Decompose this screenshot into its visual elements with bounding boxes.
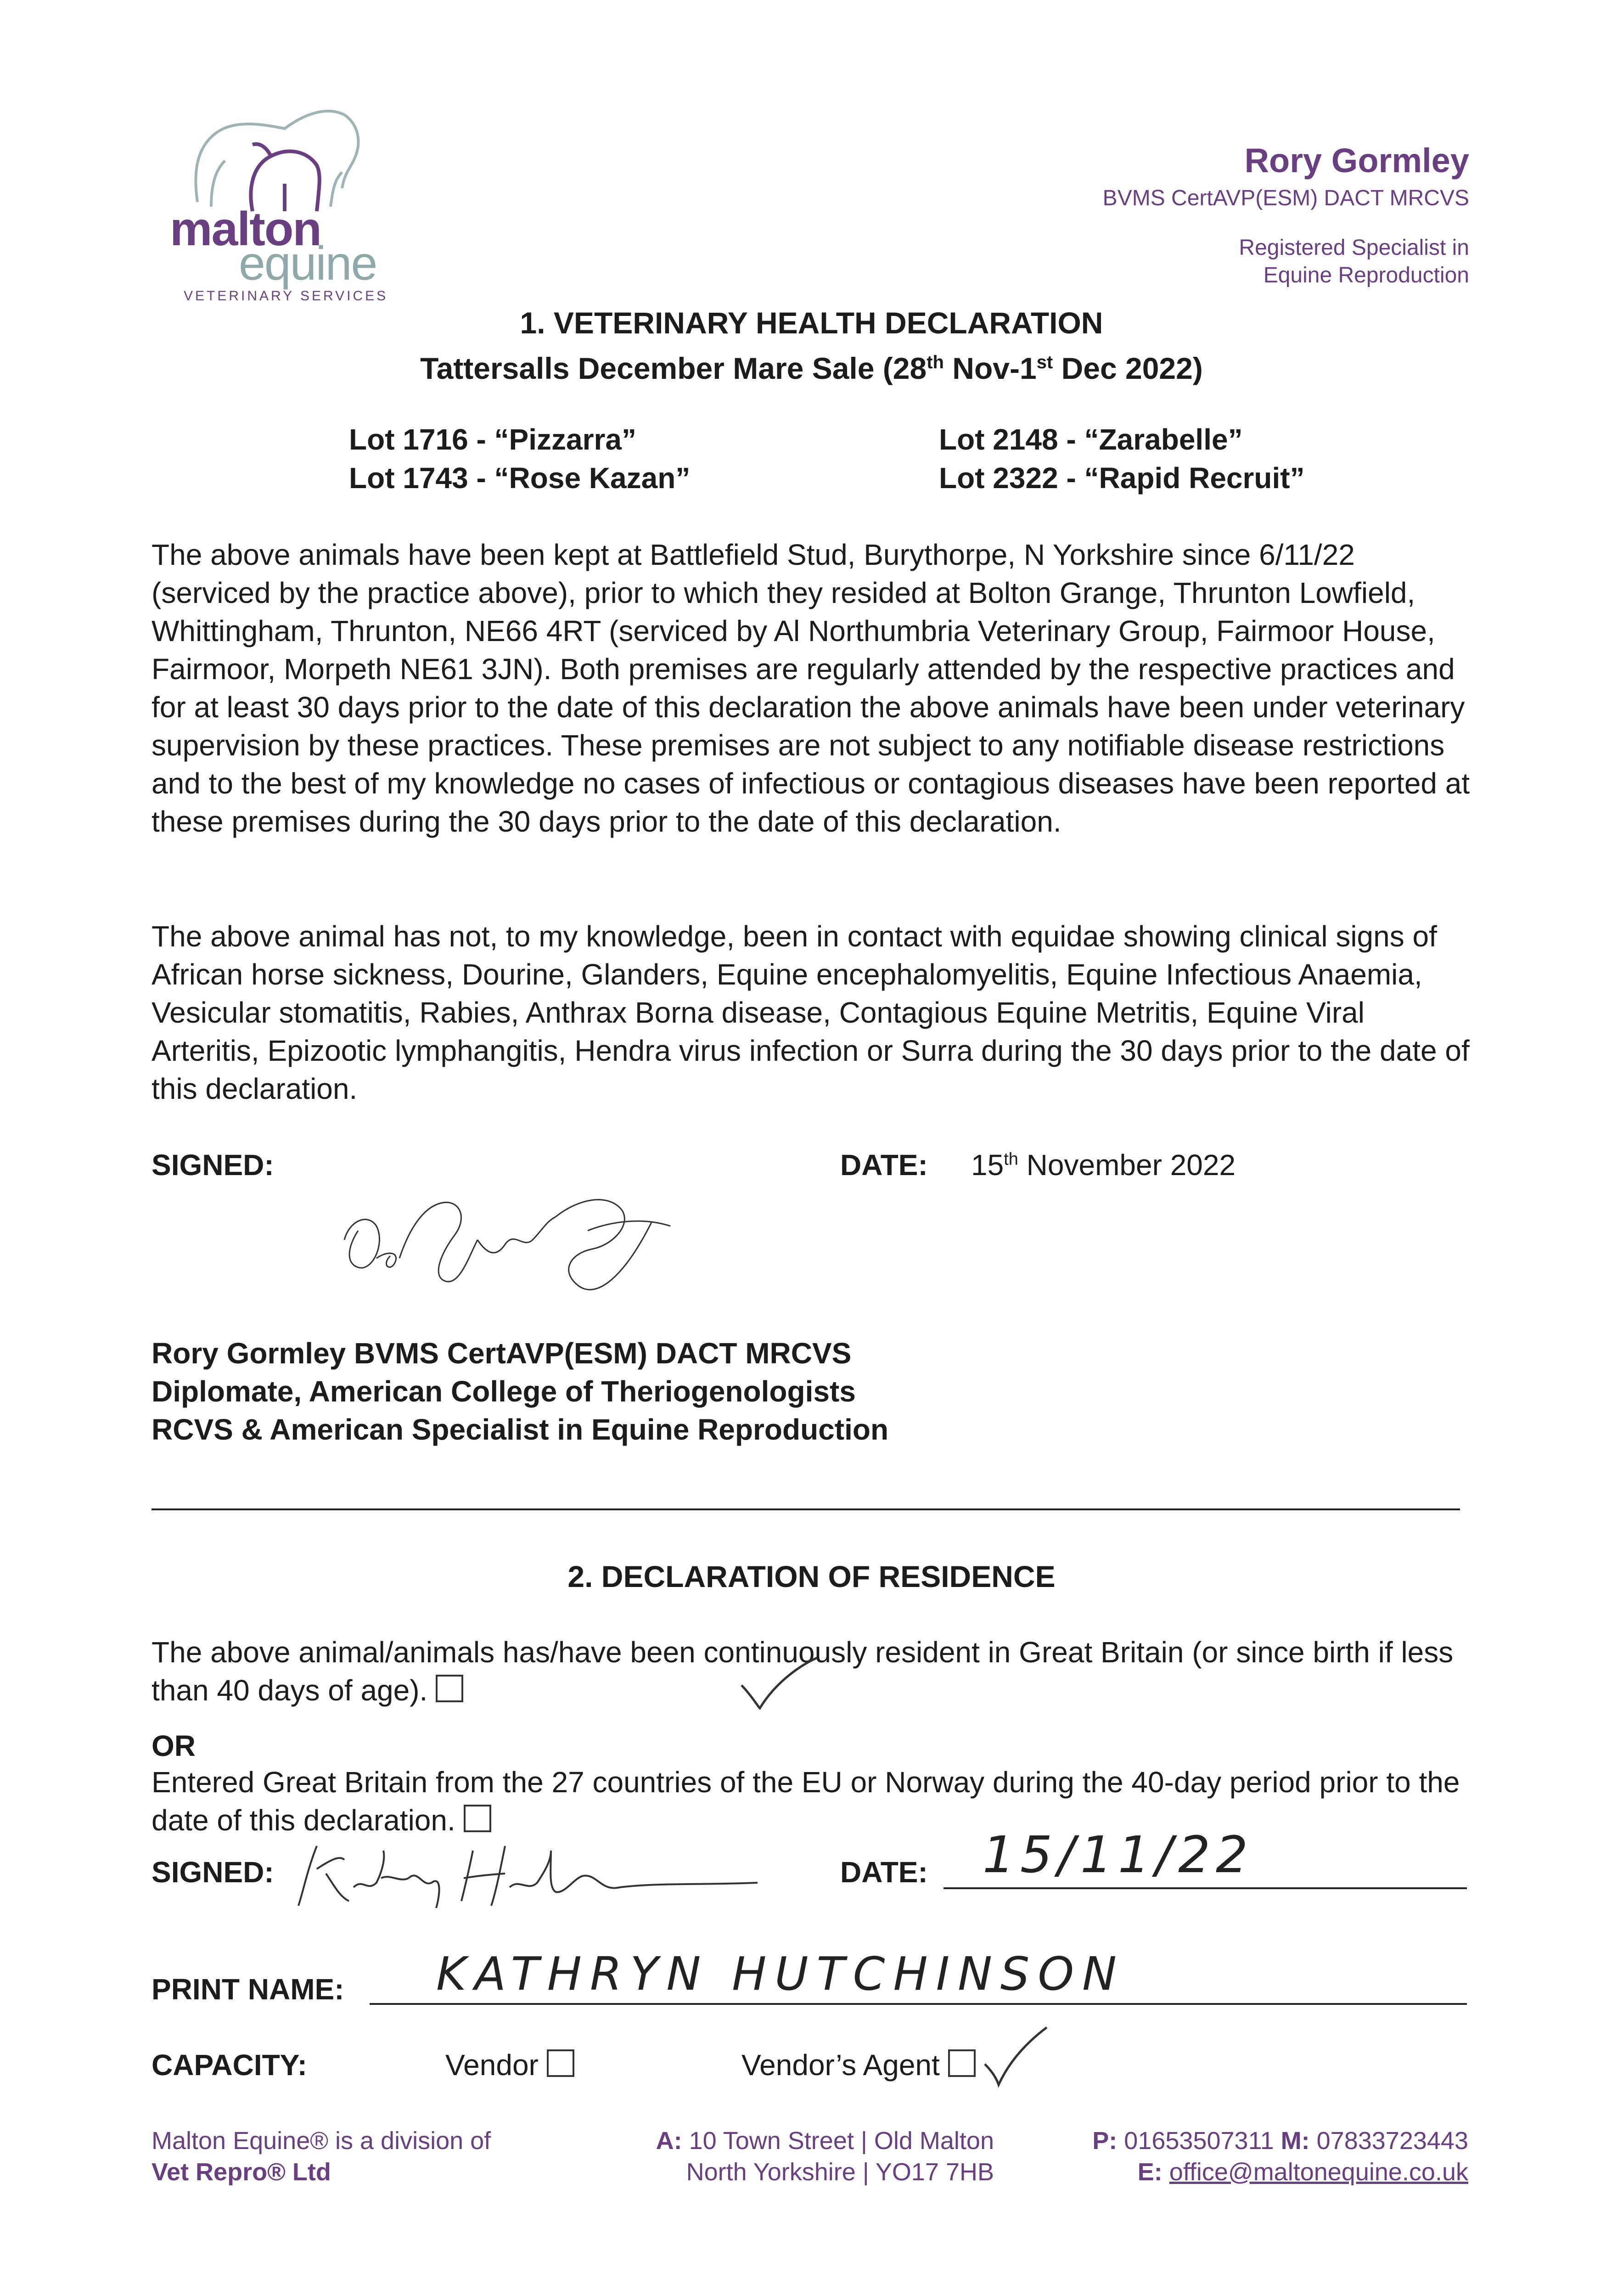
lot-2: Lot 1743 - “Rose Kazan” [349, 461, 691, 495]
mobile-number: 07833723443 [1316, 2127, 1468, 2155]
address-line2: North Yorkshire | YO17 7HB [686, 2158, 994, 2186]
option1-checkbox[interactable] [436, 1675, 463, 1702]
section2-title: 2. DECLARATION OF RESIDENCE [567, 1559, 1056, 1593]
signatory-line-1: Rory Gormley BVMS CertAVP(ESM) DACT MRCVS [152, 1337, 852, 1370]
footer-company-line1: Malton Equine® is a division of [152, 2127, 491, 2155]
subtitle-sup: st [1036, 352, 1053, 372]
capacity-label: CAPACITY: [152, 2048, 307, 2082]
logo-malton: malton [170, 203, 321, 256]
premises-paragraph: The above animals have been kept at Battlefield Stud, Burythorpe, N Yorkshire since 6/11/22 (serviced by the practice above), prior to which they resided at Bolton Grange, Thrunton Lowfield, Whittingham, Thrunton, NE66 4RT (serviced by Al Northumbria Veterinary Group, Fairmoor House, Fairmoor, Morpeth NE61 3JN). Both premises are regularly attended by the respective practices and for at least 30 days prior to the date of this declaration the above animals have been under veterinary supervision by these practices. These premises are not subject to any notifiable disease restrictions and to the best of my knowledge no cases of infectious or contagious diseases have been reported at these premises during the 30 days prior to the date of this declaration. [152, 538, 1470, 838]
section1-subtitle [0, 343, 1623, 388]
email-link[interactable]: office@maltonequine.co.uk [1169, 2158, 1468, 2186]
header-specialist-2: Equine Reproduction [1263, 263, 1469, 287]
subtitle-part: Nov-1 [943, 351, 1037, 385]
phone-label: P: [1092, 2127, 1118, 2155]
footer-company [152, 2125, 491, 2188]
declaration-date [971, 1148, 1236, 1182]
section-divider [152, 1508, 1460, 1510]
print-name-value: KATHRYN HUTCHINSON [436, 1947, 1125, 2001]
owner-date-value: 15/11/22 [983, 1825, 1254, 1884]
vet-signature [331, 1166, 680, 1304]
header-contact [826, 138, 1469, 289]
email-label: E: [1137, 2158, 1162, 2186]
vendor-label: Vendor [445, 2048, 539, 2082]
signed-label: SIGNED: [152, 1148, 274, 1182]
mobile-label: M: [1280, 2127, 1310, 2155]
agent-check-mark [978, 2023, 1051, 2092]
vendor-agent-label: Vendor’s Agent [741, 2048, 940, 2082]
date-day: 15 [971, 1148, 1004, 1182]
vendor-option[interactable] [445, 2048, 574, 2082]
company-logo [165, 96, 404, 308]
vendor-agent-option[interactable] [741, 2048, 976, 2082]
header-specialist-1: Registered Specialist in [1239, 236, 1469, 260]
footer-contact [1010, 2125, 1468, 2188]
print-name-line [370, 2003, 1467, 2005]
residence-option-2 [152, 1763, 1474, 1840]
option1-text: The above animal/animals has/have been continuously resident in Great Britain (or since birth if less than 40 days of age). [152, 1636, 1454, 1707]
logo-equine: equine [239, 237, 377, 290]
option2-text: Entered Great Britain from the 27 countries of the EU or Norway during the 40-day period prior to the date of this declaration. [152, 1766, 1460, 1837]
disease-paragraph: The above animal has not, to my knowledge, been in contact with equidae showing clinical signs of African horse sickness, Dourine, Glanders, Equine encephalomyelitis, Equine Infectious Anaemia, Vesicular stomatitis, Rabies, Anthrax Borna disease, Contagious Equine Metritis, Equine Viral Arteritis, Epizootic lymphangitis, Hendra virus infection or Surra during the 30 days prior to the date of this declaration. [152, 920, 1470, 1105]
lot-3: Lot 2148 - “Zarabelle” [939, 423, 1243, 456]
footer-address [574, 2125, 994, 2188]
horse-logo-icon [179, 96, 381, 216]
subtitle-part: Tattersalls December Mare Sale (28 [420, 351, 927, 385]
owner-date-label: DATE: [840, 1856, 928, 1889]
subtitle-part: Dec 2022) [1053, 351, 1203, 385]
logo-tagline: VETERINARY SERVICES [184, 288, 388, 304]
signatory-line-2: Diplomate, American College of Theriogenologists [152, 1375, 856, 1408]
date-label: DATE: [840, 1148, 928, 1182]
owner-signed-label: SIGNED: [152, 1856, 274, 1889]
date-rest: November 2022 [1018, 1148, 1236, 1182]
option1-check-mark [732, 1653, 824, 1717]
or-label: OR [152, 1729, 196, 1762]
owner-signature [289, 1832, 794, 1915]
print-name-label: PRINT NAME: [152, 1973, 344, 2006]
vendor-agent-checkbox[interactable] [948, 2049, 976, 2077]
date-sup: th [1004, 1149, 1018, 1169]
owner-date-line [943, 1887, 1467, 1889]
signatory-line-3: RCVS & American Specialist in Equine Reproduction [152, 1413, 889, 1446]
option2-checkbox[interactable] [464, 1805, 491, 1832]
phone-number: 01653507311 [1124, 2127, 1274, 2155]
lot-4: Lot 2322 - “Rapid Recruit” [939, 461, 1305, 495]
address-line1: 10 Town Street | Old Malton [689, 2127, 994, 2155]
lot-1: Lot 1716 - “Pizzarra” [349, 423, 636, 456]
address-label: A: [656, 2127, 682, 2155]
footer-company-line2: Vet Repro® Ltd [152, 2158, 331, 2186]
header-name: Rory Gormley [1244, 141, 1469, 180]
section1-title: 1. VETERINARY HEALTH DECLARATION [520, 306, 1103, 340]
header-qualifications: BVMS CertAVP(ESM) DACT MRCVS [1102, 186, 1469, 210]
subtitle-sup: th [927, 352, 944, 372]
vendor-checkbox[interactable] [547, 2049, 574, 2077]
